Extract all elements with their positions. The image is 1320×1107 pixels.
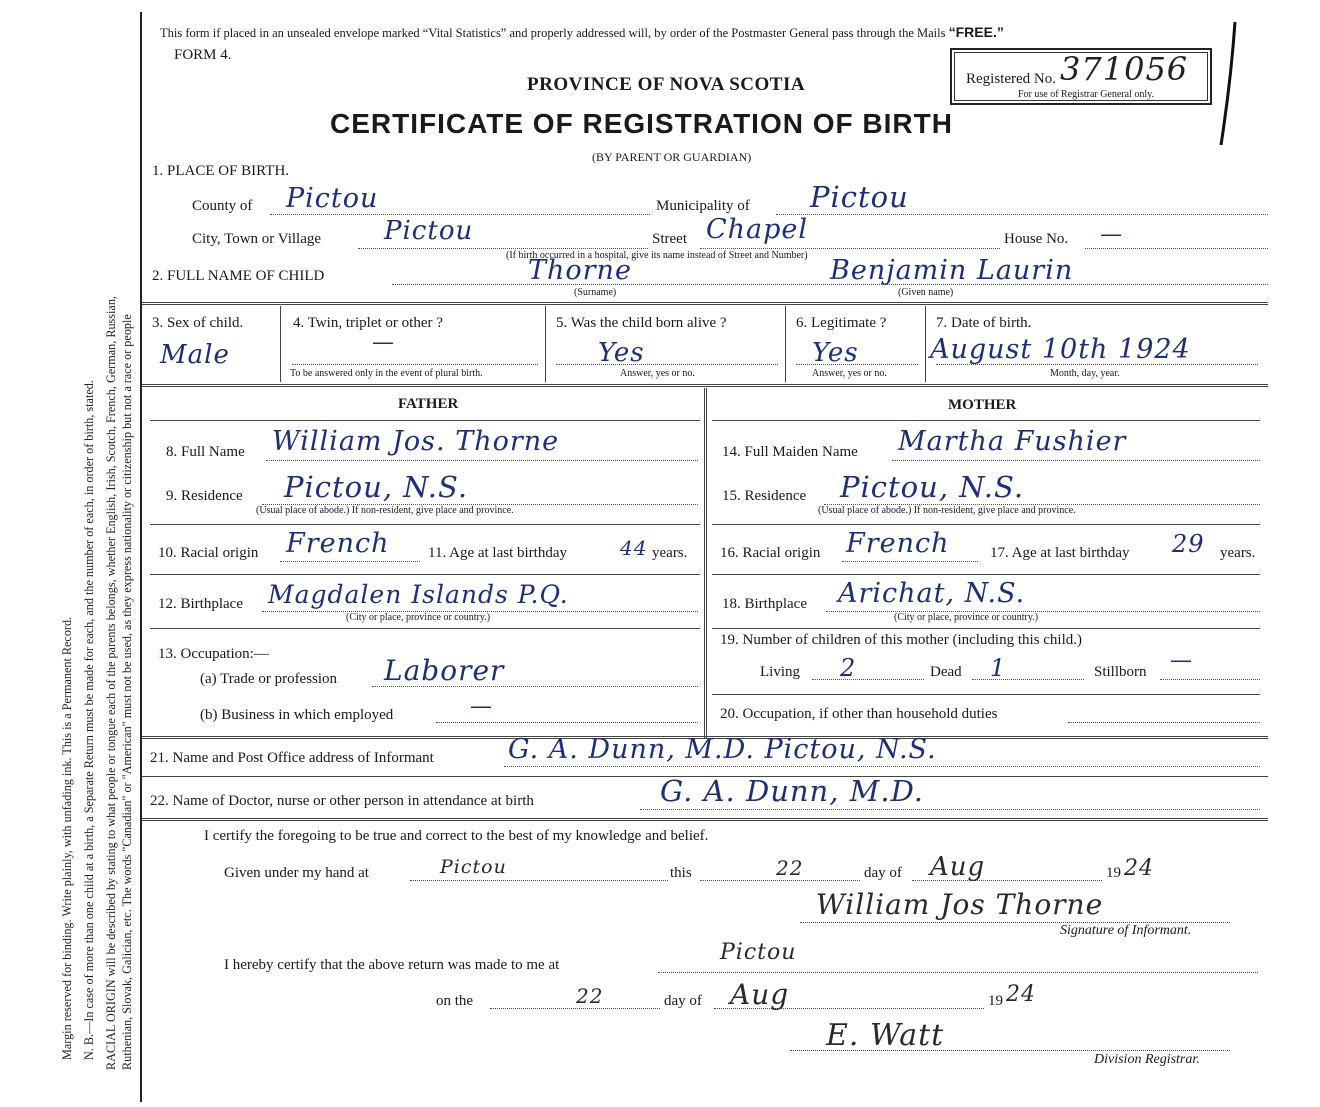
child-name-heading: 2. FULL NAME OF CHILD	[152, 268, 325, 284]
sex-value: Male	[160, 340, 230, 370]
province-heading: PROVINCE OF NOVA SCOTIA	[527, 74, 806, 95]
stillborn-label: Stillborn	[1094, 664, 1147, 680]
reg-year-prefix: 19	[988, 993, 1003, 1009]
father-name-label: 8. Full Name	[166, 444, 245, 460]
mother-racial-line	[842, 561, 978, 562]
col-divider-b	[545, 306, 546, 382]
mother-name-value: Martha Fushier	[898, 426, 1127, 457]
city-line	[358, 248, 648, 249]
living-label: Living	[760, 664, 800, 680]
mother-name-line	[892, 460, 1260, 461]
born-alive-line	[556, 364, 778, 365]
place-of-birth-heading: 1. PLACE OF BIRTH.	[152, 163, 290, 179]
margin-note-1: Margin reserved for binding. Write plainly, with unfading ink. This is a Permanent Record.	[60, 616, 74, 1060]
margin-note-2: N. B.—In case of more than one child at a birth, a Separate Return must be made for each, and the number of each, in order of birth, stated.	[82, 380, 96, 1060]
legitimate-label: 6. Legitimate ?	[796, 315, 887, 331]
col-divider-a	[280, 306, 281, 382]
legitimate-note: Answer, yes or no.	[812, 368, 887, 379]
born-alive-note: Answer, yes or no.	[620, 368, 695, 379]
legitimate-line	[796, 364, 918, 365]
parents-divider	[704, 388, 707, 738]
form-number: FORM 4.	[174, 47, 232, 63]
living-value: 2	[840, 654, 857, 682]
given-name-caption: (Given name)	[898, 287, 954, 298]
twin-value: —	[372, 330, 395, 355]
mother-birthplace-note: (City or place, province or country.)	[894, 612, 1039, 623]
dob-line	[936, 364, 1258, 365]
father-age-years: years.	[652, 545, 688, 561]
mail-notice	[160, 24, 1004, 41]
reg-day-value: 22	[576, 984, 604, 1008]
child-given-name: Benjamin Laurin	[830, 255, 1074, 286]
street-label: Street	[652, 231, 687, 247]
col-divider-d	[925, 306, 926, 382]
doctor-line	[640, 809, 1260, 810]
informant-value: G. A. Dunn, M.D. Pictou, N.S.	[508, 734, 937, 765]
father-name-line	[266, 460, 698, 461]
mother-residence-note: (Usual place of abode.) If non-resident, give place and province.	[818, 505, 1076, 516]
informant-signature: William Jos Thorne	[816, 888, 1104, 921]
child-surname: Thorne	[528, 255, 632, 286]
doctor-value: G. A. Dunn, M.D.	[660, 774, 925, 808]
twin-line	[292, 364, 538, 365]
street-value: Chapel	[706, 214, 809, 245]
given-place-value: Pictou	[440, 856, 507, 878]
registrar-place-value: Pictou	[720, 940, 797, 965]
cert-year-suffix: 24	[1124, 856, 1154, 881]
certify-statement: I certify the foregoing to be true and correct to the best of my knowledge and belief.	[204, 828, 709, 844]
father-age-value: 44	[620, 536, 648, 560]
registered-number: 371056	[1060, 50, 1189, 88]
reg-day-line	[490, 1008, 660, 1009]
father-residence-value: Pictou, N.S.	[284, 470, 469, 504]
mother-rule-3	[712, 628, 1260, 629]
living-line	[812, 679, 924, 680]
this-label: this	[670, 865, 692, 881]
dob-label: 7. Date of birth.	[936, 315, 1032, 331]
father-racial-value: French	[286, 528, 390, 559]
mother-residence-label: 15. Residence	[722, 488, 807, 504]
cert-day-line	[700, 880, 860, 881]
mother-rule-2	[712, 574, 1260, 575]
mother-racial-value: French	[846, 528, 950, 559]
mother-occupation-label: 20. Occupation, if other than household duties	[720, 706, 998, 722]
surname-caption: (Surname)	[574, 287, 617, 298]
divider-1	[142, 302, 1268, 305]
mother-birthplace-value: Arichat, N.S.	[838, 578, 1026, 609]
mother-age-years: years.	[1220, 545, 1256, 561]
born-alive-value: Yes	[598, 338, 645, 368]
certificate-title: CERTIFICATE OF REGISTRATION OF BIRTH	[330, 108, 953, 139]
informant-line	[504, 766, 1260, 767]
father-residence-note: (Usual place of abode.) If non-resident, give place and province.	[256, 505, 514, 516]
twin-note: To be answered only in the event of plural birth.	[290, 368, 483, 379]
mother-racial-label: 16. Racial origin	[720, 545, 821, 561]
reg-month-value: Aug	[730, 978, 790, 1011]
house-no-line	[1085, 248, 1268, 249]
given-place-line	[410, 880, 668, 881]
registrar-signature-caption: Division Registrar.	[1094, 1052, 1200, 1067]
father-rule-3	[150, 628, 700, 629]
mother-name-label: 14. Full Maiden Name	[722, 444, 858, 460]
father-rule-1	[150, 524, 700, 525]
legitimate-value: Yes	[812, 338, 859, 368]
free-label: “FREE.”	[948, 24, 1004, 40]
mother-residence-value: Pictou, N.S.	[840, 470, 1025, 504]
registrar-signature: E. Watt	[826, 1018, 945, 1053]
father-heading-rule	[150, 420, 700, 421]
dob-value: August 10th 1924	[930, 334, 1191, 365]
father-birthplace-label: 12. Birthplace	[158, 596, 243, 612]
twin-label: 4. Twin, triplet or other ?	[293, 315, 443, 331]
mother-age-value: 29	[1172, 530, 1205, 558]
father-name-value: William Jos. Thorne	[272, 426, 560, 457]
dob-note: Month, day, year.	[1050, 368, 1120, 379]
reg-day-of-label: day of	[664, 993, 702, 1009]
cert-day-value: 22	[776, 856, 804, 880]
mother-age-label: 17. Age at last birthday	[990, 545, 1130, 561]
informant-label: 21. Name and Post Office address of Informant	[150, 750, 434, 766]
father-racial-line	[280, 561, 420, 562]
mother-heading-rule	[712, 420, 1260, 421]
frame-left	[140, 12, 142, 1102]
given-under-label: Given under my hand at	[224, 865, 369, 881]
hospital-note: (If birth occurred in a hospital, give its name instead of Street and Number)	[506, 250, 808, 261]
county-label: County of	[192, 198, 253, 214]
father-birthplace-note: (City or place, province or country.)	[346, 612, 491, 623]
municipality-label: Municipality of	[656, 198, 750, 214]
registrar-statement: I hereby certify that the above return was made to me at	[224, 957, 560, 973]
father-trade-value: Laborer	[384, 654, 505, 687]
father-business-value: —	[470, 694, 493, 719]
father-occupation-label: 13. Occupation:—	[158, 646, 269, 662]
sex-label: 3. Sex of child.	[152, 315, 244, 331]
dead-label: Dead	[930, 664, 962, 680]
certificate-subtitle: (BY PARENT OR GUARDIAN)	[592, 150, 752, 164]
county-line	[270, 214, 650, 215]
stillborn-value: —	[1170, 648, 1193, 673]
municipality-value: Pictou	[810, 180, 909, 214]
registrar-place-line	[658, 972, 1258, 973]
father-trade-label: (a) Trade or profession	[200, 671, 338, 687]
city-label: City, Town or Village	[192, 231, 322, 247]
mother-rule-4	[712, 694, 1260, 695]
father-birthplace-value: Magdalen Islands P.Q.	[268, 580, 569, 609]
stillborn-line	[1160, 679, 1260, 680]
check-stroke-mark	[1205, 20, 1245, 150]
col-divider-c	[785, 306, 786, 382]
divider-2	[142, 384, 1268, 387]
dead-value: 1	[990, 654, 1007, 682]
municipality-line	[776, 214, 1268, 215]
mail-notice-text: This form if placed in an unsealed envelope marked “Vital Statistics” and properly addressed will, by order of the Postmaster General pass through the Mails	[160, 26, 946, 40]
mother-occupation-line	[1068, 722, 1260, 723]
cert-day-of-label: day of	[864, 865, 902, 881]
registrar-only-note: For use of Registrar General only.	[1018, 89, 1154, 100]
city-value: Pictou	[384, 216, 474, 246]
house-no-value: —	[1100, 222, 1123, 247]
mother-birthplace-line	[826, 611, 1260, 612]
informant-signature-caption: Signature of Informant.	[1060, 923, 1192, 938]
county-value: Pictou	[286, 183, 379, 214]
house-no-label: House No.	[1004, 231, 1069, 247]
mother-children-label: 19. Number of children of this mother (including this child.)	[720, 632, 1083, 648]
father-rule-2	[150, 574, 700, 575]
mother-rule-1	[712, 524, 1260, 525]
mother-birthplace-label: 18. Birthplace	[722, 596, 807, 612]
born-alive-label: 5. Was the child born alive ?	[556, 315, 727, 331]
cert-month-value: Aug	[930, 852, 986, 882]
margin-note-4: Ruthenian, Slovak, Galician, etc. The words "Canadian" or "American" must not be used, as they express nationality or citizenship but not a race or people	[120, 314, 134, 1070]
father-heading: FATHER	[398, 396, 459, 412]
father-age-label: 11. Age at last birthday	[428, 545, 567, 561]
father-business-line	[436, 722, 698, 723]
divider-4	[142, 818, 1268, 821]
father-racial-label: 10. Racial origin	[158, 545, 259, 561]
margin-note-3: RACIAL ORIGIN will be described by stating to what people or tongue each of the parents belongs, whether English, Irish, Scotch, French, German, Russian,	[104, 296, 118, 1070]
dead-line	[972, 679, 1084, 680]
cert-year-prefix: 19	[1106, 865, 1121, 881]
street-line	[700, 248, 1000, 249]
doctor-label: 22. Name of Doctor, nurse or other person in attendance at birth	[150, 793, 534, 809]
on-the-label: on the	[436, 993, 474, 1009]
mother-heading: MOTHER	[948, 397, 1017, 413]
registered-label: Registered No.	[966, 71, 1056, 87]
father-residence-label: 9. Residence	[166, 488, 243, 504]
father-business-label: (b) Business in which employed	[200, 707, 394, 723]
reg-year-suffix: 24	[1006, 982, 1036, 1007]
